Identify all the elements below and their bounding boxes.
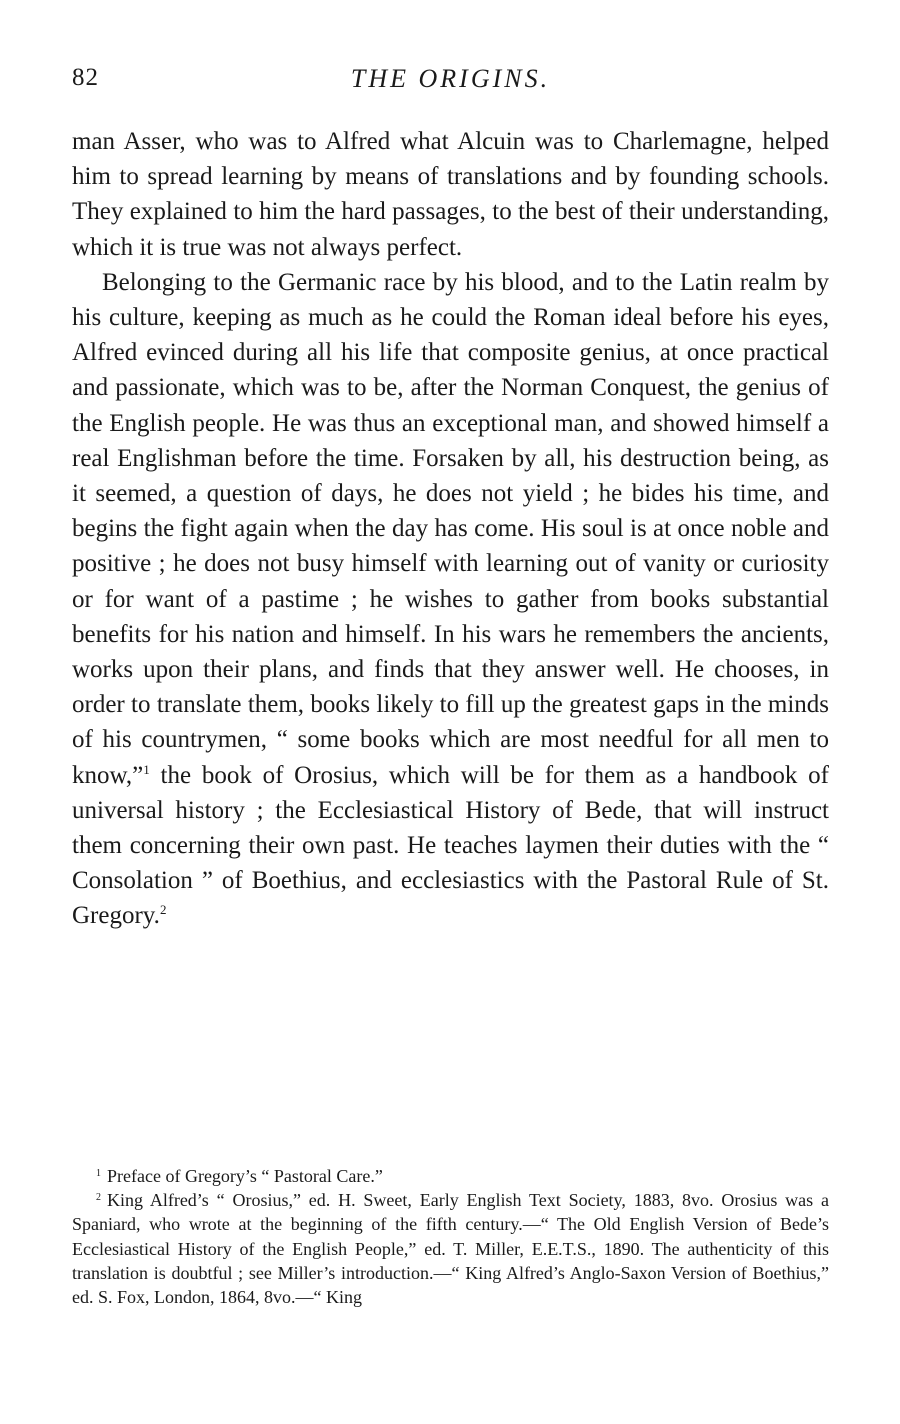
running-title: THE ORIGINS. bbox=[350, 64, 551, 93]
footnote-2 bbox=[72, 1188, 829, 1309]
page-number: 82 bbox=[72, 64, 99, 91]
footnotes bbox=[72, 1164, 829, 1309]
footnote-1 bbox=[72, 1164, 829, 1188]
footnote-marker-1: 1 bbox=[96, 1168, 101, 1179]
body-text bbox=[72, 124, 829, 934]
footnote-reference-1[interactable]: 1 bbox=[143, 761, 150, 777]
paragraph-alfred-text-part-1: Belonging to the Germanic race by his blood, and to the Latin realm by his culture, keeping as much as he could the Roman ideal before his eyes, Alfred evinced during all his life that composite genius, at once practical and passionate, which was to be, after the Norman Conquest, the genius of the English people. He was thus an exceptional man, and showed himself a real Englishman before the time. Forsaken by all, his destruction being, as it seemed, a question of days, he does not yield ; he bides his time, and begins the fight again when the day has come. His soul is at once noble and positive ; he does not busy himself with learning out of vanity or curiosity or for want of a pastime ; he wishes to gather from books substantial benefits for his nation and himself. In his wars he remembers the ancients, works upon their plans, and finds that they answer well. He chooses, in order to translate them, books likely to fill up the greatest gaps in the minds of his countrymen, “ some books which are most needful for all men to know,” bbox=[72, 268, 829, 789]
running-head bbox=[72, 64, 829, 100]
paragraph-alfred-text-part-2: the book of Orosius, which will be for them as a handbook of universal history ; the Ecclesiastical History of Bede, that will instruct them concerning their own past. He teaches laymen their duties with the “ Consolation ” of Boethius, and ecclesiastics with the Pastoral Rule of St. Gregory. bbox=[72, 761, 829, 930]
footnote-text-1: Preface of Gregory’s “ Pastoral Care.” bbox=[107, 1166, 383, 1186]
paragraph-continued: man Asser, who was to Alfred what Alcuin was to Charlemagne, helped him to spread learning by means of translations and by founding schools. They explained to him the hard passages, to the best of their understanding, which it is true was not always perfect. bbox=[72, 128, 829, 261]
footnote-marker-2: 2 bbox=[96, 1192, 101, 1204]
paragraph-alfred bbox=[72, 265, 829, 934]
footnote-text-2: King Alfred’s “ Orosius,” ed. H. Sweet, Early English Text Society, 1883, 8vo. Orosius was a Spaniard, who wrote at the beginning of the fifth century.—“ The Old English Version of Bede’s Ecclesiastical History of the English People,” ed. T. Miller, E.E.T.S., 1890. The authenticity of this translation is doubtful ; see Miller’s introduction.—“ King Alfred’s Anglo-Saxon Version of Boethius,” ed. S. Fox, London, 1864, 8vo.—“ King bbox=[72, 1190, 829, 1308]
footnote-reference-2[interactable]: 2 bbox=[159, 902, 167, 918]
